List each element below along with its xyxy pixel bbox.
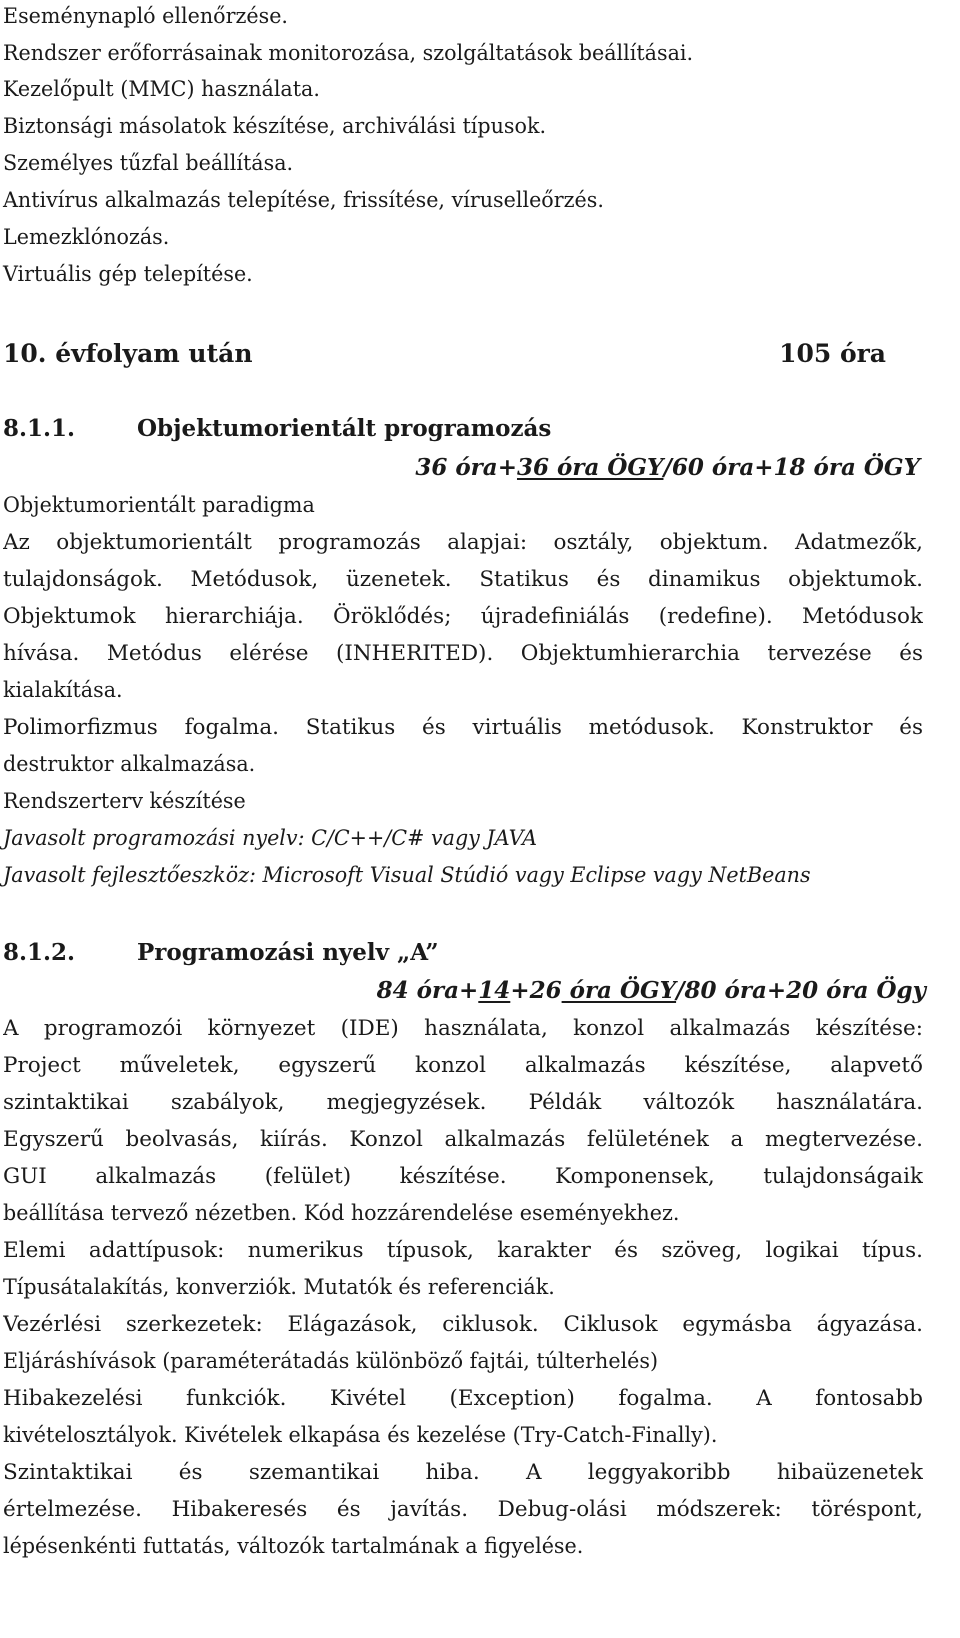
section-text-line: hívása. Metódus elérése (INHERITED). Objektumhierarchia tervezése és [3,641,923,666]
section-text-line: értelmezése. Hibakeresés és javítás. Debug-olási módszerek: töréspont, [3,1497,923,1522]
section-text-line: Típusátalakítás, konverziók. Mutatók és referenciák. [3,1275,555,1300]
list-item: Eseménynapló ellenőrzése. [3,4,288,29]
recommendation-line: Javasolt fejlesztőeszköz: Microsoft Visual Stúdió vagy Eclipse vagy NetBeans [3,863,811,888]
list-item: Személyes tűzfal beállítása. [3,151,294,176]
section-text-line: Objektumok hierarchiája. Öröklődés; újradefiniálás (redefine). Metódusok [3,604,923,629]
section-text-line: beállítása tervező nézetben. Kód hozzárendelése eseményekhez. [3,1201,680,1226]
year-label: 10. évfolyam után [3,339,253,368]
list-item: Rendszer erőforrásainak monitorozása, szolgáltatások beállításai. [3,41,694,66]
section-text-line: lépésenkénti futtatás, változók tartalmának a figyelése. [3,1534,584,1559]
section-text-line: Szintaktikai és szemantikai hiba. A leggyakoribb hibaüzenetek [3,1460,923,1485]
section-text-line: GUI alkalmazás (felület) készítése. Komponensek, tulajdonságaik [3,1164,923,1189]
list-item: Kezelőpult (MMC) használata. [3,77,320,102]
section-title: Objektumorientált programozás [137,415,552,442]
section-text-line: Az objektumorientált programozás alapjai: osztály, objektum. Adatmezők, [3,530,923,555]
list-item: Antivírus alkalmazás telepítése, frissítése, víruselleőrzés. [3,188,604,213]
section-title: Programozási nyelv „A” [137,939,439,966]
section-text-line: Egyszerű beolvasás, kiírás. Konzol alkalmazás felületének a megtervezése. [3,1127,923,1152]
list-item: Lemezklónozás. [3,225,170,250]
section-text-line: A programozói környezet (IDE) használata, konzol alkalmazás készítése: [3,1016,923,1041]
section-text-line: Polimorfizmus fogalma. Statikus és virtuális metódusok. Konstruktor és [3,715,923,740]
section-text-line: Elemi adattípusok: numerikus típusok, karakter és szöveg, logikai típus. [3,1238,923,1263]
recommendation-line: Javasolt programozási nyelv: C/C++/C# vagy JAVA [3,826,538,851]
section-text-line: Vezérlési szerkezetek: Elágazások, ciklusok. Ciklusok egymásba ágyazása. [3,1312,923,1337]
section-text-line: Eljáráshívások (paraméterátadás különböző fajtái, túlterhelés) [3,1349,659,1374]
section-text-line: Rendszerterv készítése [3,789,246,814]
section-text-line: Project műveletek, egyszerű konzol alkalmazás készítése, alapvető [3,1053,923,1078]
section-number: 8.1.2. [3,939,76,966]
section-heading [3,934,923,972]
section-text-line: destruktor alkalmazása. [3,752,256,777]
section-text-line: Hibakezelési funkciók. Kivétel (Exception) fogalma. A fontosabb [3,1386,923,1411]
year-hours: 105 óra [779,339,886,368]
section-text-line: tulajdonságok. Metódusok, üzenetek. Statikus és dinamikus objektumok. [3,567,923,592]
list-item: Biztonsági másolatok készítése, archiválási típusok. [3,114,547,139]
section-hours: 84 óra+14+26 óra ÖGY/80 óra+20 óra Ögy [376,977,926,1004]
section-text-line: szintaktikai szabályok, megjegyzések. Példák változók használatára. [3,1090,923,1115]
year-heading [3,334,886,374]
section-text-line: kivételosztályok. Kivételek elkapása és kezelése (Try-Catch-Finally). [3,1423,718,1448]
section-text-line: kialakítása. [3,678,123,703]
section-heading [3,410,923,448]
list-item: Virtuális gép telepítése. [3,262,253,287]
section-text-line: Objektumorientált paradigma [3,493,315,518]
section-hours: 36 óra+36 óra ÖGY/60 óra+18 óra ÖGY [415,454,920,481]
section-number: 8.1.1. [3,415,76,442]
